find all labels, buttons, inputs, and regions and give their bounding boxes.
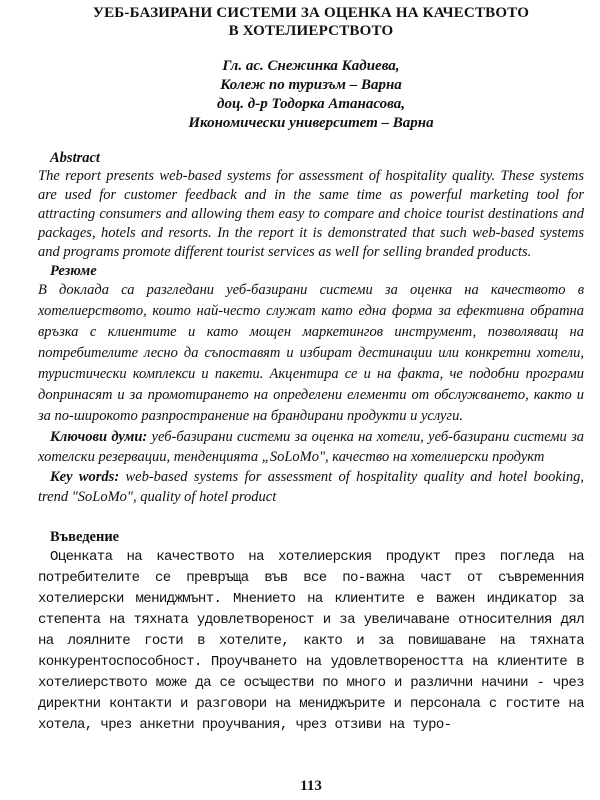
author-1-name: Гл. ас. Снежинка Кадиева, <box>222 58 400 74</box>
keywords-bg-label: Ключови думи: <box>50 429 148 445</box>
title-line-2: В ХОТЕЛИЕРСТВОТО <box>228 23 394 39</box>
intro-text: Оценката на качеството на хотелиерския продукт през погледа на потребителите се превръща във все по-важна част от съвременния хотелиерски мениджмънт. Мнението на клиентите е важен индикатор за степента на тяхната удовлетвореност и за увеличаване относителния дял на лоялните гости в хотелите, както и за повишаване на тяхната конкурентоспособност. Проучването на удовлетвореността на клиентите в хотелиерството може да се осъществи по много и различни начини - чрез директни контакти и разговори на мениджърите и персонала с гостите на хотела, чрез анкетни проучвания, чрез отзиви на туро- <box>38 549 584 733</box>
keywords-en-text: web-based systems for assessment of hospitality quality and hotel booking, trend "SoLoMo", quality of hotel product <box>38 469 584 505</box>
document-page <box>38 4 584 796</box>
intro-heading: Въведение <box>50 529 120 545</box>
keywords-bg-text: уеб-базирани системи за оценка на хотели, уеб-базирани системи за хотелски резервации, тенденцията „SoLoMo", качество на хотелиерски продукт <box>38 429 584 465</box>
title-line-1: УЕБ-БАЗИРАНИ СИСТЕМИ ЗА ОЦЕНКА НА КАЧЕСТВОТО <box>92 5 530 21</box>
abstract-heading: Abstract <box>50 150 100 166</box>
rezyume-text: В доклада са разгледани уеб-базирани системи за оценка на качеството в хотелиерството, които най-често служат като една форма за ефективна обратна връзка с клиентите и като мощен маркетингов инструмент, позволяващ на потребителите лесно да съпоставят и избират дестинации или конкретни хотели, туристически комплекси и пакети. Акцентира се и на факта, че подобни програми допринасят и за промотирането на определени елементи от обслужването, както и за по-широкото разпространение на брандирани продукти и услуги. <box>38 282 584 424</box>
author-2-name: доц. д-р Тодорка Атанасова, <box>217 96 405 112</box>
page-number: 113 <box>300 778 322 794</box>
author-2-affiliation: Икономически университет – Варна <box>188 115 434 131</box>
rezyume-heading: Резюме <box>50 263 97 279</box>
abstract-text: The report presents web-based systems for assessment of hospitality quality. These systems are used for customer feedback and in the same time as powerful marketing tool for attracting consumers and allowing them easy to compare and choice tourist destinations and packages, hotels and resorts. In the report it is demonstrated that such web-based systems and programs promote different tourist services as well for selling branded products. <box>38 168 584 260</box>
paper-title <box>38 4 584 40</box>
keywords-en-label: Key words: <box>50 469 120 485</box>
author-1-affiliation: Колеж по туризъм – Варна <box>220 77 402 93</box>
keywords-bg <box>38 427 584 467</box>
author-block <box>38 57 584 133</box>
keywords-en <box>38 467 584 507</box>
